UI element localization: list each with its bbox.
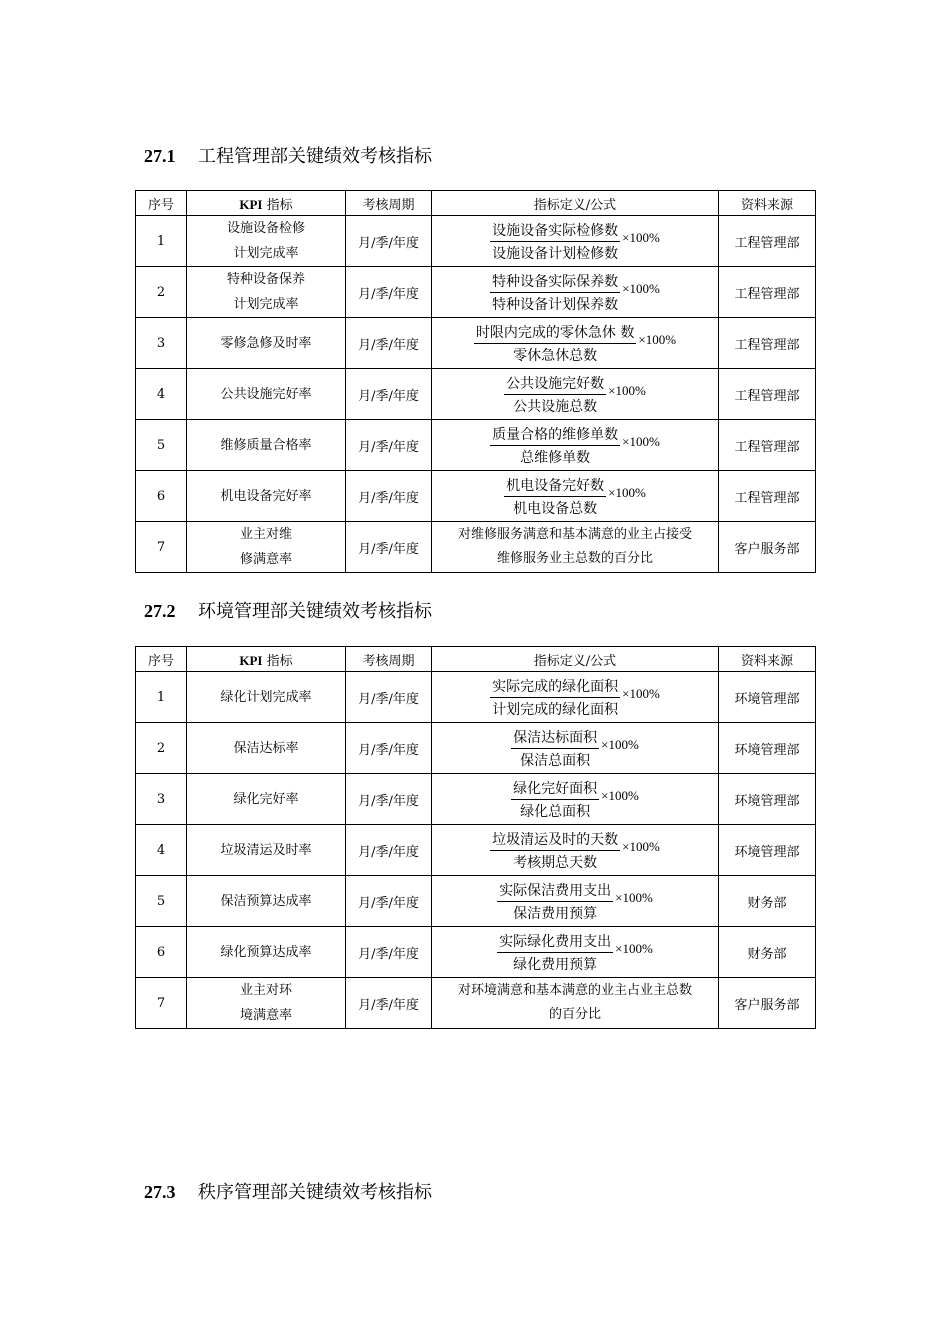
period-cell: 月/季/年度 [346,420,432,471]
kpi-name-line: 保洁预算达成率 [220,893,312,909]
formula [474,322,676,365]
kpi-name [187,369,346,420]
header-kpi: KPI 指标 [187,647,346,672]
fraction [504,373,606,416]
source-cell: 环境管理部 [719,774,816,825]
definition-cell [432,876,719,927]
fraction [497,880,613,923]
header-no: 序号 [136,191,187,216]
section-heading: 秩序管理部关键绩效考核指标 [198,1182,432,1203]
definition-cell [432,825,719,876]
formula [511,778,639,821]
kpi-name-line: 绿化完好率 [233,791,299,807]
source-cell: 财务部 [719,876,816,927]
header-definition: 指标定义/公式 [432,191,719,216]
table-header-row [136,191,816,216]
definition-cell [432,318,719,369]
row-number: 6 [136,471,187,522]
fraction [474,322,636,365]
table-row [136,216,816,267]
definition-text: 对环境满意和基本满意的业主占业主总数 [457,983,692,998]
table-row [136,876,816,927]
section-number: 27.2 [144,601,176,621]
kpi-name-line: 零修急修及时率 [220,335,312,351]
denominator: 考核期总天数 [513,854,598,871]
denominator: 保洁费用预算 [513,905,598,922]
formula [497,931,653,974]
kpi-name [187,927,346,978]
row-number: 1 [136,672,187,723]
denominator: 公共设施总数 [513,398,598,415]
kpi-name [187,825,346,876]
formula [497,880,653,923]
multiplier: ×100% [608,383,646,398]
section-number: 27.3 [144,1182,176,1202]
kpi-name [187,216,346,267]
formula [490,829,660,872]
section-title-27-3 [144,1178,432,1204]
table-row [136,318,816,369]
row-number: 3 [136,318,187,369]
kpi-name [187,876,346,927]
period-cell: 月/季/年度 [346,774,432,825]
kpi-table-environment [135,646,816,1029]
row-number: 7 [136,978,187,1029]
kpi-name-line: 计划完成率 [233,297,299,312]
fraction [511,727,599,770]
header-period: 考核周期 [346,647,432,672]
definition-cell [432,672,719,723]
definition-cell [432,774,719,825]
multiplier: ×100% [601,788,639,803]
kpi-name-line: 绿化计划完成率 [220,689,312,705]
header-definition: 指标定义/公式 [432,647,719,672]
table-row [136,267,816,318]
period-cell: 月/季/年度 [346,216,432,267]
row-number: 1 [136,216,187,267]
period-cell: 月/季/年度 [346,876,432,927]
denominator: 总维修单数 [520,449,591,466]
numerator: 垃圾清运及时的天数 [490,829,620,851]
table-row [136,420,816,471]
multiplier: ×100% [638,332,677,347]
kpi-name-line: 绿化预算达成率 [220,944,312,960]
kpi-name [187,978,346,1029]
header-period: 考核周期 [346,191,432,216]
kpi-name [187,267,346,318]
multiplier: ×100% [622,434,660,449]
section-title-27-1 [144,142,432,168]
multiplier: ×100% [622,686,660,701]
numerator: 质量合格的维修单数 [490,424,620,446]
denominator: 设施设备计划检修数 [492,245,619,262]
row-number: 6 [136,927,187,978]
kpi-name [187,522,346,573]
definition-cell [432,723,719,774]
row-number: 2 [136,267,187,318]
numerator: 实际保洁费用支出 [497,880,613,902]
numerator: 公共设施完好数 [504,373,606,395]
period-cell: 月/季/年度 [346,978,432,1029]
row-number: 2 [136,723,187,774]
source-cell: 工程管理部 [719,471,816,522]
section-heading: 工程管理部关键绩效考核指标 [198,146,432,167]
formula [504,373,646,416]
header-source: 资料来源 [719,191,816,216]
kpi-name-line: 特种设备保养 [226,272,305,287]
definition-cell [432,216,719,267]
period-cell: 月/季/年度 [346,723,432,774]
numerator: 保洁达标面积 [511,727,599,749]
table-row [136,672,816,723]
row-number: 7 [136,522,187,573]
multiplier: ×100% [622,281,660,296]
row-number: 5 [136,420,187,471]
fraction [497,931,613,974]
header-source: 资料来源 [719,647,816,672]
kpi-name-line: 保洁达标率 [233,740,299,756]
period-cell: 月/季/年度 [346,825,432,876]
kpi-name-line: 修满意率 [239,552,292,567]
multiplier: ×100% [601,737,639,752]
kpi-name [187,318,346,369]
source-cell: 环境管理部 [719,825,816,876]
multiplier: ×100% [622,230,660,245]
numerator: 时限内完成的零休急休 数 [474,322,636,344]
source-cell: 工程管理部 [719,420,816,471]
table-row [136,369,816,420]
kpi-name-line: 业主对环 [239,983,292,998]
fraction [490,829,620,872]
denominator: 计划完成的绿化面积 [492,701,619,718]
fraction [490,271,620,314]
kpi-name-line: 设施设备检修 [226,221,305,236]
row-number: 4 [136,369,187,420]
numerator: 实际绿化费用支出 [497,931,613,953]
period-cell: 月/季/年度 [346,927,432,978]
formula [504,475,646,518]
formula [490,220,660,263]
multiplier: ×100% [622,839,660,854]
period-cell: 月/季/年度 [346,369,432,420]
kpi-name [187,723,346,774]
table-row [136,471,816,522]
numerator: 实际完成的绿化面积 [490,676,620,698]
period-cell: 月/季/年度 [346,318,432,369]
definition-text: 的百分比 [548,1007,601,1022]
source-cell: 工程管理部 [719,267,816,318]
period-cell: 月/季/年度 [346,672,432,723]
kpi-name [187,471,346,522]
table-row [136,522,816,573]
formula [490,424,660,467]
source-cell: 工程管理部 [719,318,816,369]
kpi-name [187,672,346,723]
formula [490,676,660,719]
row-number: 3 [136,774,187,825]
kpi-name-line: 维修质量合格率 [220,437,312,453]
source-cell: 客户服务部 [719,522,816,573]
period-cell: 月/季/年度 [346,522,432,573]
kpi-name-line: 境满意率 [239,1008,292,1023]
formula [490,271,660,314]
definition-cell [432,978,719,1029]
header-kpi: KPI 指标 [187,191,346,216]
table-row [136,927,816,978]
period-cell: 月/季/年度 [346,471,432,522]
fraction [504,475,606,518]
denominator: 零休急休总数 [513,347,598,364]
definition-cell [432,369,719,420]
kpi-name-line: 公共设施完好率 [220,386,312,402]
source-cell: 环境管理部 [719,672,816,723]
section-title-27-2 [144,597,432,623]
fraction [490,676,620,719]
multiplier: ×100% [615,890,653,905]
fraction [511,778,599,821]
source-cell: 客户服务部 [719,978,816,1029]
multiplier: ×100% [608,485,646,500]
denominator: 保洁总面积 [520,752,591,769]
numerator: 绿化完好面积 [511,778,599,800]
fraction [490,220,620,263]
row-number: 5 [136,876,187,927]
kpi-name-line: 业主对维 [239,527,292,542]
numerator: 设施设备实际检修数 [490,220,620,242]
kpi-name-line: 垃圾清运及时率 [220,842,312,858]
denominator: 绿化费用预算 [513,956,598,973]
denominator: 绿化总面积 [520,803,591,820]
numerator: 机电设备完好数 [504,475,606,497]
definition-text: 维修服务业主总数的百分比 [496,551,653,566]
definition-cell [432,522,719,573]
source-cell: 工程管理部 [719,216,816,267]
kpi-table-engineering [135,190,816,573]
formula [511,727,639,770]
definition-cell [432,471,719,522]
table-row [136,723,816,774]
source-cell: 环境管理部 [719,723,816,774]
definition-text: 对维修服务满意和基本满意的业主占接受 [457,527,692,542]
table-header-row [136,647,816,672]
definition-cell [432,927,719,978]
definition-cell [432,267,719,318]
source-cell: 财务部 [719,927,816,978]
header-no: 序号 [136,647,187,672]
section-number: 27.1 [144,146,176,166]
table-row [136,978,816,1029]
row-number: 4 [136,825,187,876]
source-cell: 工程管理部 [719,369,816,420]
numerator: 特种设备实际保养数 [490,271,620,293]
section-heading: 环境管理部关键绩效考核指标 [198,601,432,622]
table-row [136,825,816,876]
denominator: 特种设备计划保养数 [492,296,619,313]
table-row [136,774,816,825]
definition-cell [432,420,719,471]
kpi-name [187,420,346,471]
kpi-name-line: 机电设备完好率 [220,488,312,504]
period-cell: 月/季/年度 [346,267,432,318]
fraction [490,424,620,467]
kpi-name [187,774,346,825]
multiplier: ×100% [615,941,653,956]
denominator: 机电设备总数 [513,500,598,517]
kpi-name-line: 计划完成率 [233,246,299,261]
